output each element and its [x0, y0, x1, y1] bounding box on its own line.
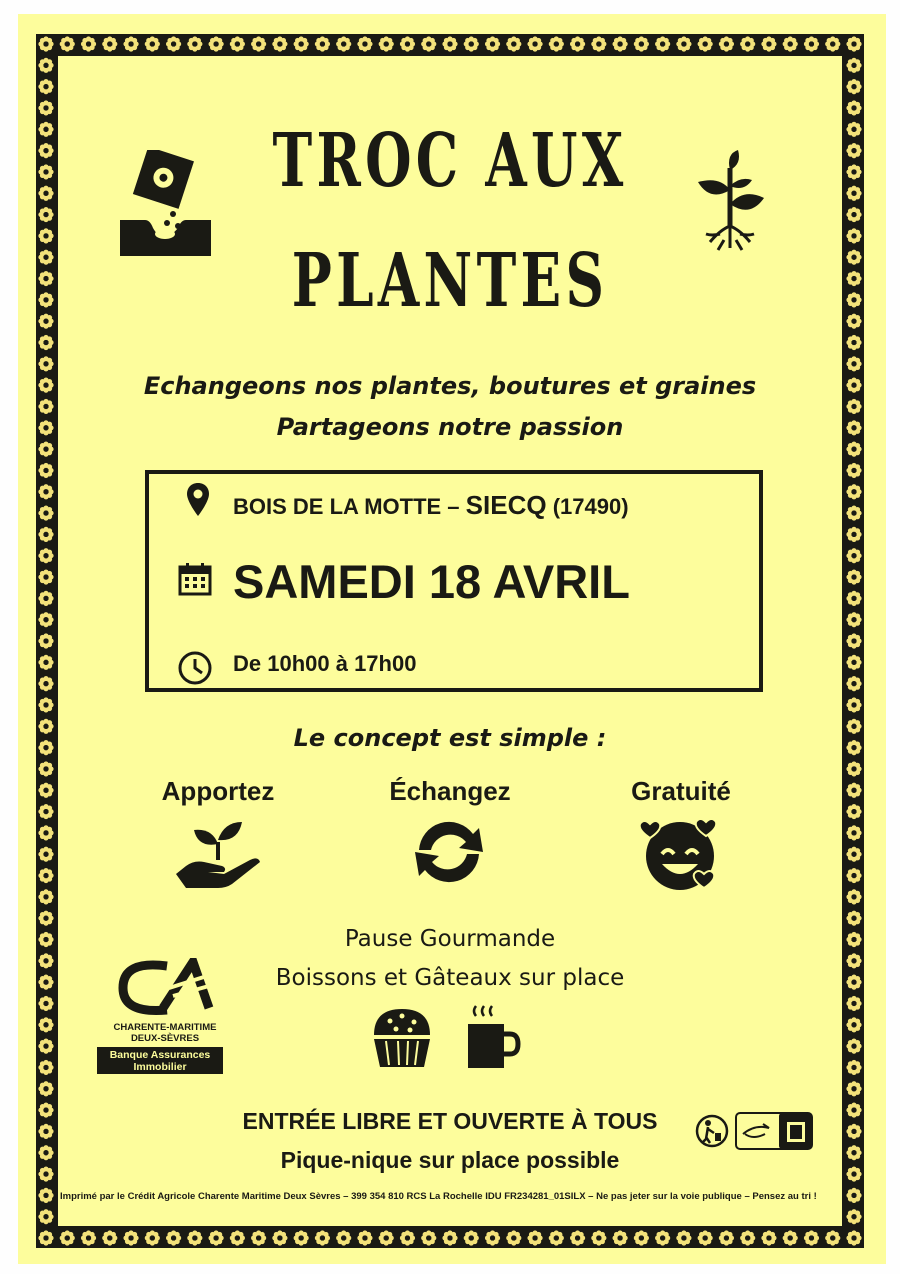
border-flower: [38, 527, 53, 542]
border-flower: [187, 36, 202, 51]
border-flower: [846, 335, 861, 350]
border-flower: [38, 612, 53, 627]
border-flower: [613, 1230, 628, 1245]
border-flower: [591, 36, 606, 51]
picnic-text: Pique-nique sur place possible: [280, 1147, 620, 1173]
border-flower: [38, 569, 53, 584]
border-flower: [38, 228, 53, 243]
border-flower: [846, 79, 861, 94]
border-flower: [591, 1230, 606, 1245]
border-flower: [846, 271, 861, 286]
border-flower: [846, 889, 861, 904]
border-flower: [38, 484, 53, 499]
border-flower: [38, 164, 53, 179]
border-flower: [846, 591, 861, 606]
border-flower: [846, 292, 861, 307]
border-flower: [294, 36, 309, 51]
border-flower: [38, 633, 53, 648]
border-flower: [846, 505, 861, 520]
border-flower: [38, 314, 53, 329]
sponsor-tagline-line-2: Immobilier: [133, 1061, 187, 1073]
border-flower: [846, 569, 861, 584]
border-flower: [60, 1230, 75, 1245]
border-flower: [846, 314, 861, 329]
border-flower: [38, 292, 53, 307]
border-flower: [38, 889, 53, 904]
border-flower: [846, 1081, 861, 1096]
border-flower: [38, 356, 53, 371]
fine-print: Imprimé par le Crédit Agricole Charente Maritime Deux Sèvres – 399 354 810 RCS La Rochelle IDU FR234281_01SILX – Ne pas jeter sur la voie publique – Pensez au tri !: [60, 1191, 817, 1202]
border-flower: [102, 1230, 117, 1245]
border-flower: [846, 697, 861, 712]
border-flower: [783, 1230, 798, 1245]
coffee-mug-icon: [464, 1004, 522, 1070]
border-flower: [38, 783, 53, 798]
border-flower: [719, 36, 734, 51]
border-flower: [846, 122, 861, 137]
border-flower: [527, 36, 542, 51]
border-flower: [336, 1230, 351, 1245]
border-flower: [38, 122, 53, 137]
clock-icon: [177, 650, 213, 686]
concept-heading: Le concept est simple :: [293, 724, 607, 752]
border-flower: [38, 655, 53, 670]
event-hours: De 10h00 à 17h00: [233, 651, 417, 676]
border-flower: [38, 1188, 53, 1203]
border-flower: [804, 36, 819, 51]
refreshments-line-2: Boissons et Gâteaux sur place: [275, 965, 625, 991]
concept-label-free: Gratuité: [631, 776, 731, 806]
border-flower: [315, 1230, 330, 1245]
border-flower: [38, 1081, 53, 1096]
border-flower: [123, 1230, 138, 1245]
border-flower: [485, 1230, 500, 1245]
border-flower: [230, 1230, 245, 1245]
border-flower: [846, 1017, 861, 1032]
event-date: SAMEDI 18 AVRIL: [233, 555, 630, 608]
border-flower: [81, 1230, 96, 1245]
border-flower: [60, 36, 75, 51]
border-flower: [38, 697, 53, 712]
border-flower: [357, 1230, 372, 1245]
border-flower: [38, 847, 53, 862]
border-flower: [783, 36, 798, 51]
sponsor-region-line-2: DEUX-SÈVRES: [130, 1033, 200, 1044]
border-flower: [166, 1230, 181, 1245]
border-flower: [846, 527, 861, 542]
border-flower: [209, 1230, 224, 1245]
border-flower: [38, 79, 53, 94]
location-postal-code: (17490): [552, 494, 629, 519]
border-flower: [846, 1039, 861, 1054]
border-flower: [846, 1188, 861, 1203]
border-flower: [251, 36, 266, 51]
subtitle-line-1: Echangeons nos plantes, boutures et graines: [143, 372, 757, 400]
border-flower: [209, 36, 224, 51]
border-flower: [846, 911, 861, 926]
event-location: [233, 490, 629, 521]
border-flower: [846, 207, 861, 222]
recycling-person-icon: [694, 1113, 730, 1149]
border-flower: [102, 36, 117, 51]
border-flower: [421, 36, 436, 51]
border-flower: [846, 484, 861, 499]
border-flower: [38, 36, 53, 51]
border-flower: [634, 1230, 649, 1245]
border-flower: [38, 463, 53, 478]
border-flower: [846, 761, 861, 776]
border-flower: [38, 58, 53, 73]
border-flower: [251, 1230, 266, 1245]
location-town: SIECQ: [465, 490, 547, 520]
refreshments-line-1: Pause Gourmande: [344, 926, 556, 952]
exchange-arrows-icon: [405, 816, 493, 888]
title-line-1: TROC AUX: [272, 118, 628, 204]
sponsor-region-line-1: CHARENTE-MARITIME: [113, 1022, 217, 1033]
border-flower: [846, 548, 861, 563]
border-flower: [570, 36, 585, 51]
happy-face-hearts-icon: [638, 814, 722, 894]
border-flower: [38, 505, 53, 520]
border-flower: [38, 186, 53, 201]
border-flower: [846, 399, 861, 414]
border-flower: [442, 1230, 457, 1245]
border-flower: [761, 36, 776, 51]
border-flower: [38, 271, 53, 286]
border-flower: [38, 825, 53, 840]
border-flower: [379, 36, 394, 51]
border-flower: [846, 1209, 861, 1224]
sponsor-tagline-line-1: Banque Assurances: [109, 1049, 211, 1061]
border-flower: [846, 143, 861, 158]
border-flower: [38, 548, 53, 563]
border-flower: [38, 1060, 53, 1075]
border-flower: [846, 164, 861, 179]
border-flower: [357, 36, 372, 51]
border-flower: [655, 36, 670, 51]
concept-label-bring: Apportez: [161, 776, 275, 806]
border-flower: [846, 655, 861, 670]
border-flower: [38, 250, 53, 265]
border-flower: [38, 100, 53, 115]
border-flower: [613, 36, 628, 51]
border-flower: [38, 676, 53, 691]
border-flower: [846, 58, 861, 73]
border-flower: [846, 36, 861, 51]
border-flower: [166, 36, 181, 51]
border-flower: [294, 1230, 309, 1245]
map-pin-icon: [186, 482, 210, 518]
border-flower: [719, 1230, 734, 1245]
sponsor-tagline-box: [97, 1047, 223, 1074]
border-flower: [145, 1230, 160, 1245]
border-flower: [846, 868, 861, 883]
border-flower: [846, 1060, 861, 1075]
border-flower: [38, 804, 53, 819]
border-flower: [676, 1230, 691, 1245]
border-flower: [825, 1230, 840, 1245]
border-flower: [38, 1230, 53, 1245]
border-flower: [846, 356, 861, 371]
free-entry-text: ENTRÉE LIBRE ET OUVERTE À TOUS: [242, 1108, 658, 1134]
border-flower: [38, 591, 53, 606]
border-flower: [506, 36, 521, 51]
border-flower: [655, 1230, 670, 1245]
border-flower: [846, 250, 861, 265]
border-flower: [38, 996, 53, 1011]
border-flower: [38, 868, 53, 883]
border-flower: [336, 36, 351, 51]
border-flower: [740, 36, 755, 51]
concept-label-exchange: Échangez: [389, 776, 511, 806]
border-flower: [464, 1230, 479, 1245]
border-flower: [38, 143, 53, 158]
border-flower: [846, 612, 861, 627]
title-line-2: PLANTES: [291, 238, 609, 324]
border-flower: [187, 1230, 202, 1245]
border-flower: [315, 36, 330, 51]
subtitle-line-2: Partageons notre passion: [276, 413, 624, 441]
border-flower: [846, 676, 861, 691]
border-flower: [634, 36, 649, 51]
border-flower: [698, 36, 713, 51]
border-flower: [846, 442, 861, 457]
border-flower: [698, 1230, 713, 1245]
border-flower: [400, 1230, 415, 1245]
border-flower: [38, 335, 53, 350]
border-flower: [38, 911, 53, 926]
border-flower: [549, 1230, 564, 1245]
border-flower: [38, 207, 53, 222]
border-flower: [272, 36, 287, 51]
border-flower: [846, 1230, 861, 1245]
border-flower: [38, 1017, 53, 1032]
border-flower: [761, 1230, 776, 1245]
border-flower: [846, 783, 861, 798]
border-flower: [527, 1230, 542, 1245]
border-flower: [485, 36, 500, 51]
border-flower: [272, 1230, 287, 1245]
border-flower: [846, 100, 861, 115]
hand-plant-icon: [174, 820, 264, 890]
border-flower: [464, 36, 479, 51]
credit-agricole-logo: [115, 958, 215, 1022]
border-flower: [846, 633, 861, 648]
calendar-icon: [178, 562, 212, 596]
border-flower: [846, 847, 861, 862]
location-name: BOIS DE LA MOTTE –: [233, 494, 466, 519]
border-flower: [379, 1230, 394, 1245]
border-flower: [38, 761, 53, 776]
border-flower: [846, 996, 861, 1011]
border-flower: [549, 36, 564, 51]
border-flower: [442, 36, 457, 51]
border-flower: [676, 36, 691, 51]
triman-logo: [735, 1112, 813, 1150]
border-flower: [570, 1230, 585, 1245]
border-flower: [846, 228, 861, 243]
border-flower: [846, 804, 861, 819]
border-flower: [506, 1230, 521, 1245]
border-flower: [230, 36, 245, 51]
border-flower: [123, 36, 138, 51]
border-flower: [38, 1039, 53, 1054]
border-flower: [145, 36, 160, 51]
border-flower: [846, 186, 861, 201]
border-flower: [421, 1230, 436, 1245]
border-flower: [38, 399, 53, 414]
border-flower: [38, 1209, 53, 1224]
border-flower: [846, 825, 861, 840]
border-flower: [38, 442, 53, 457]
border-flower: [804, 1230, 819, 1245]
border-flower: [81, 36, 96, 51]
border-flower: [400, 36, 415, 51]
border-flower: [846, 463, 861, 478]
muffin-icon: [368, 1005, 436, 1069]
border-flower: [825, 36, 840, 51]
border-flower: [740, 1230, 755, 1245]
